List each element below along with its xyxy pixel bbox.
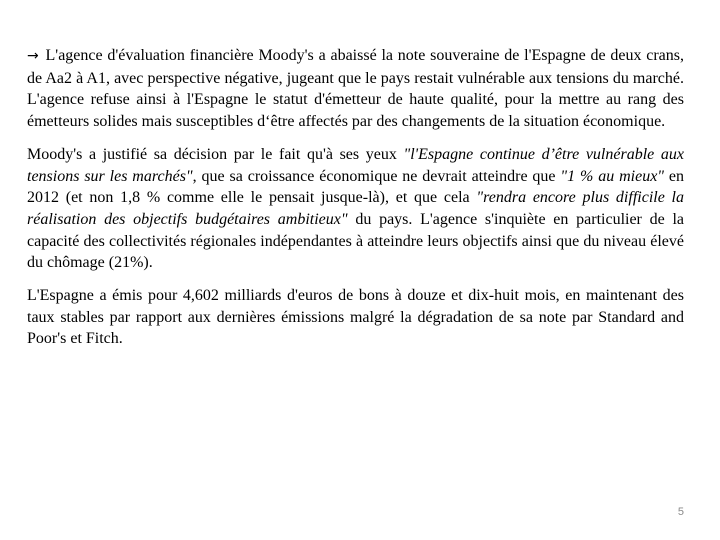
paragraph-moodys-downgrade bbox=[27, 45, 684, 133]
quote-growth: "1 % au mieux" bbox=[560, 167, 665, 185]
paragraph-3-text: L'Espagne a émis pour 4,602 milliards d'euros de bons à douze et dix-huit mois, en maintenant des taux stables par rapport aux dernières émissions malgré la dégradation de sa note par Standard and Poor's et Fitch. bbox=[27, 287, 684, 348]
paragraph-1-text: L'agence d'évaluation financière Moody's a abaissé la note souveraine de l'Espagne de deux crans, de Aa2 à A1, avec perspective négative, jugeant que le pays restait vulnérable aux tensions du marché. L'agence refuse ainsi à l'Espagne le statut d'émetteur de haute qualité, pour la mettre au rang des émetteurs solides mais susceptibles d‘être affectés par des changements de la situation économique. bbox=[27, 47, 685, 131]
paragraph-bond-issue bbox=[27, 285, 684, 350]
arrow-right-icon: → bbox=[27, 48, 39, 64]
paragraph-2-text-2: , que sa croissance économique ne devrait atteindre que bbox=[192, 167, 561, 185]
page-number: 5 bbox=[677, 506, 684, 518]
quote-budget: "rendra encore plus difficile la réalisation des objectifs budgétaires ambitieux" bbox=[27, 189, 684, 228]
paragraph-2-text-4: du pays. L'agence s'inquiète en particulier de la capacité des collectivités régionales indépendantes à atteindre leurs objectifs ainsi que du niveau élevé du chômage (21%). bbox=[27, 210, 685, 272]
paragraph-moodys-justification bbox=[27, 144, 684, 274]
body-text bbox=[27, 45, 684, 350]
quote-vulnerable: "l'Espagne continue d’être vulnérable aux tensions sur les marchés" bbox=[27, 145, 684, 185]
paragraph-2-text-1: Moody's a justifié sa décision par le fait qu'à ses yeux bbox=[27, 145, 404, 163]
paragraph-2-text-3: en 2012 (et non 1,8 % comme elle le pensait jusque-là), et que cela bbox=[27, 167, 685, 207]
